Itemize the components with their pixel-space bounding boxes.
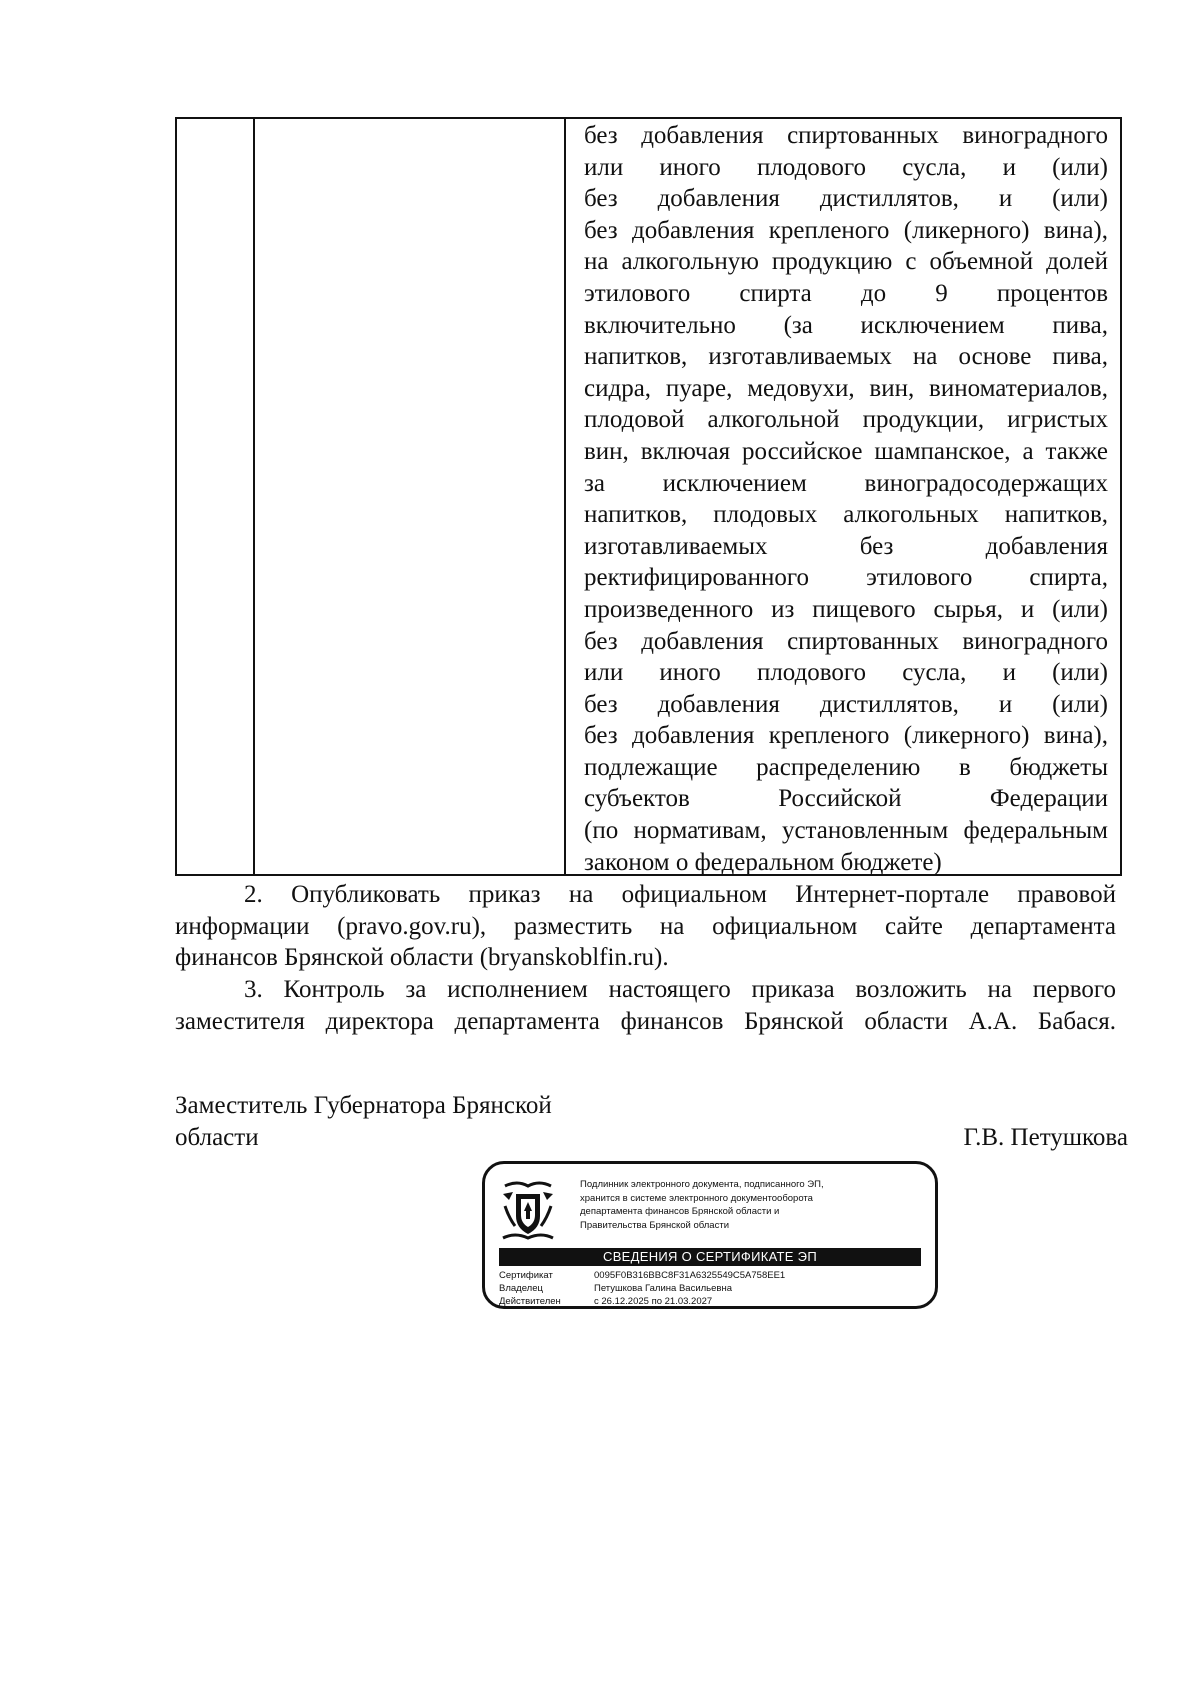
certificate-label: Сертификат <box>499 1270 553 1281</box>
table-line: включительно (за исключением пива, <box>584 311 1108 339</box>
signatory-position-line-2: области <box>175 1124 259 1151</box>
table-line: ректифицированного этилового спирта, <box>584 564 1108 592</box>
table-line: субъектов Российской Федерации <box>584 785 1108 813</box>
certificate-value: 0095F0B316BBC8F31A6325549C5A758EE1 <box>594 1270 786 1281</box>
table-column-divider-1 <box>253 118 255 874</box>
validity-label: Действителен <box>499 1296 561 1307</box>
stamp-row-validity <box>499 1295 919 1308</box>
stamp-intro-line: Подлинник электронного документа, подписанного ЭП, <box>580 1179 824 1190</box>
electronic-signature-stamp <box>482 1161 938 1309</box>
table-line: за исключением виноградосодержащих <box>584 469 1108 497</box>
table-line: вин, включая российское шампанское, а также <box>584 437 1108 465</box>
stamp-intro-line: департамента финансов Брянской области и <box>580 1206 780 1217</box>
table-line: без добавления крепленого (ликерного) вина), <box>584 216 1108 244</box>
table-line: или иного плодового сусла, и (или) <box>584 659 1108 687</box>
table-line: плодовой алкогольной продукции, игристых <box>584 406 1108 434</box>
table-line: законом о федеральном бюджете) <box>584 848 942 876</box>
table-line: изготавливаемых без добавления <box>584 532 1108 560</box>
stamp-certificate-header: СВЕДЕНИЯ О СЕРТИФИКАТЕ ЭП <box>499 1248 921 1266</box>
table-line: напитков, изготавливаемых на основе пива, <box>584 343 1108 371</box>
table-line: без добавления дистиллятов, и (или) <box>584 690 1108 718</box>
table-line: сидра, пуаре, медовухи, вин, виноматериалов, <box>584 374 1108 402</box>
paragraph-3 <box>175 974 1116 1037</box>
stamp-intro-text <box>580 1178 920 1232</box>
paragraph-line: финансов Брянской области (bryanskoblfin.ru). <box>175 944 669 972</box>
table-line: произведенного из пищевого сырья, и (или) <box>584 595 1108 623</box>
stamp-intro-line: хранится в системе электронного документооборота <box>580 1192 813 1204</box>
budget-table <box>175 118 1122 876</box>
table-line: без добавления крепленого (ликерного) вина), <box>584 722 1108 750</box>
stamp-row-certificate <box>499 1269 919 1282</box>
owner-value: Петушкова Галина Васильевна <box>594 1283 732 1294</box>
paragraph-line: 3. Контроль за исполнением настоящего приказа возложить на первого <box>244 976 1116 1003</box>
table-line: на алкогольную продукцию с объемной долей <box>584 248 1108 276</box>
signatory-name: Г.В. Петушкова <box>963 1124 1128 1151</box>
paragraph-line: заместителя директора департамента финансов Брянской области А.А. Бабася. <box>175 1007 1116 1035</box>
coat-of-arms-icon <box>499 1178 557 1244</box>
paragraph-2 <box>175 879 1116 974</box>
owner-label: Владелец <box>499 1283 543 1294</box>
signatory-position-line-1: Заместитель Губернатора Брянской <box>175 1092 552 1119</box>
stamp-intro-line: Правительства Брянской области <box>580 1219 729 1231</box>
paragraph-line: информации (pravo.gov.ru), разместить на официальном сайте департамента <box>175 912 1116 940</box>
table-line: подлежащие распределению в бюджеты <box>584 753 1108 781</box>
table-line: напитков, плодовых алкогольных напитков, <box>584 501 1108 529</box>
table-line: без добавления дистиллятов, и (или) <box>584 185 1108 213</box>
signatory-position <box>175 1090 552 1154</box>
table-line: или иного плодового сусла, и (или) <box>584 153 1108 181</box>
stamp-certificate-details <box>499 1269 919 1308</box>
table-cell-description <box>566 118 1108 874</box>
table-line: без добавления спиртованных виноградного <box>584 122 1108 149</box>
paragraph-line: 2. Опубликовать приказ на официальном Интернет-портале правовой <box>244 881 1116 908</box>
validity-value: с 26.12.2025 по 21.03.2027 <box>594 1296 713 1307</box>
stamp-row-owner <box>499 1282 919 1295</box>
table-line: без добавления спиртованных виноградного <box>584 627 1108 655</box>
table-line: (по нормативам, установленным федеральным <box>584 817 1108 845</box>
table-line: этилового спирта до 9 процентов <box>584 279 1108 307</box>
